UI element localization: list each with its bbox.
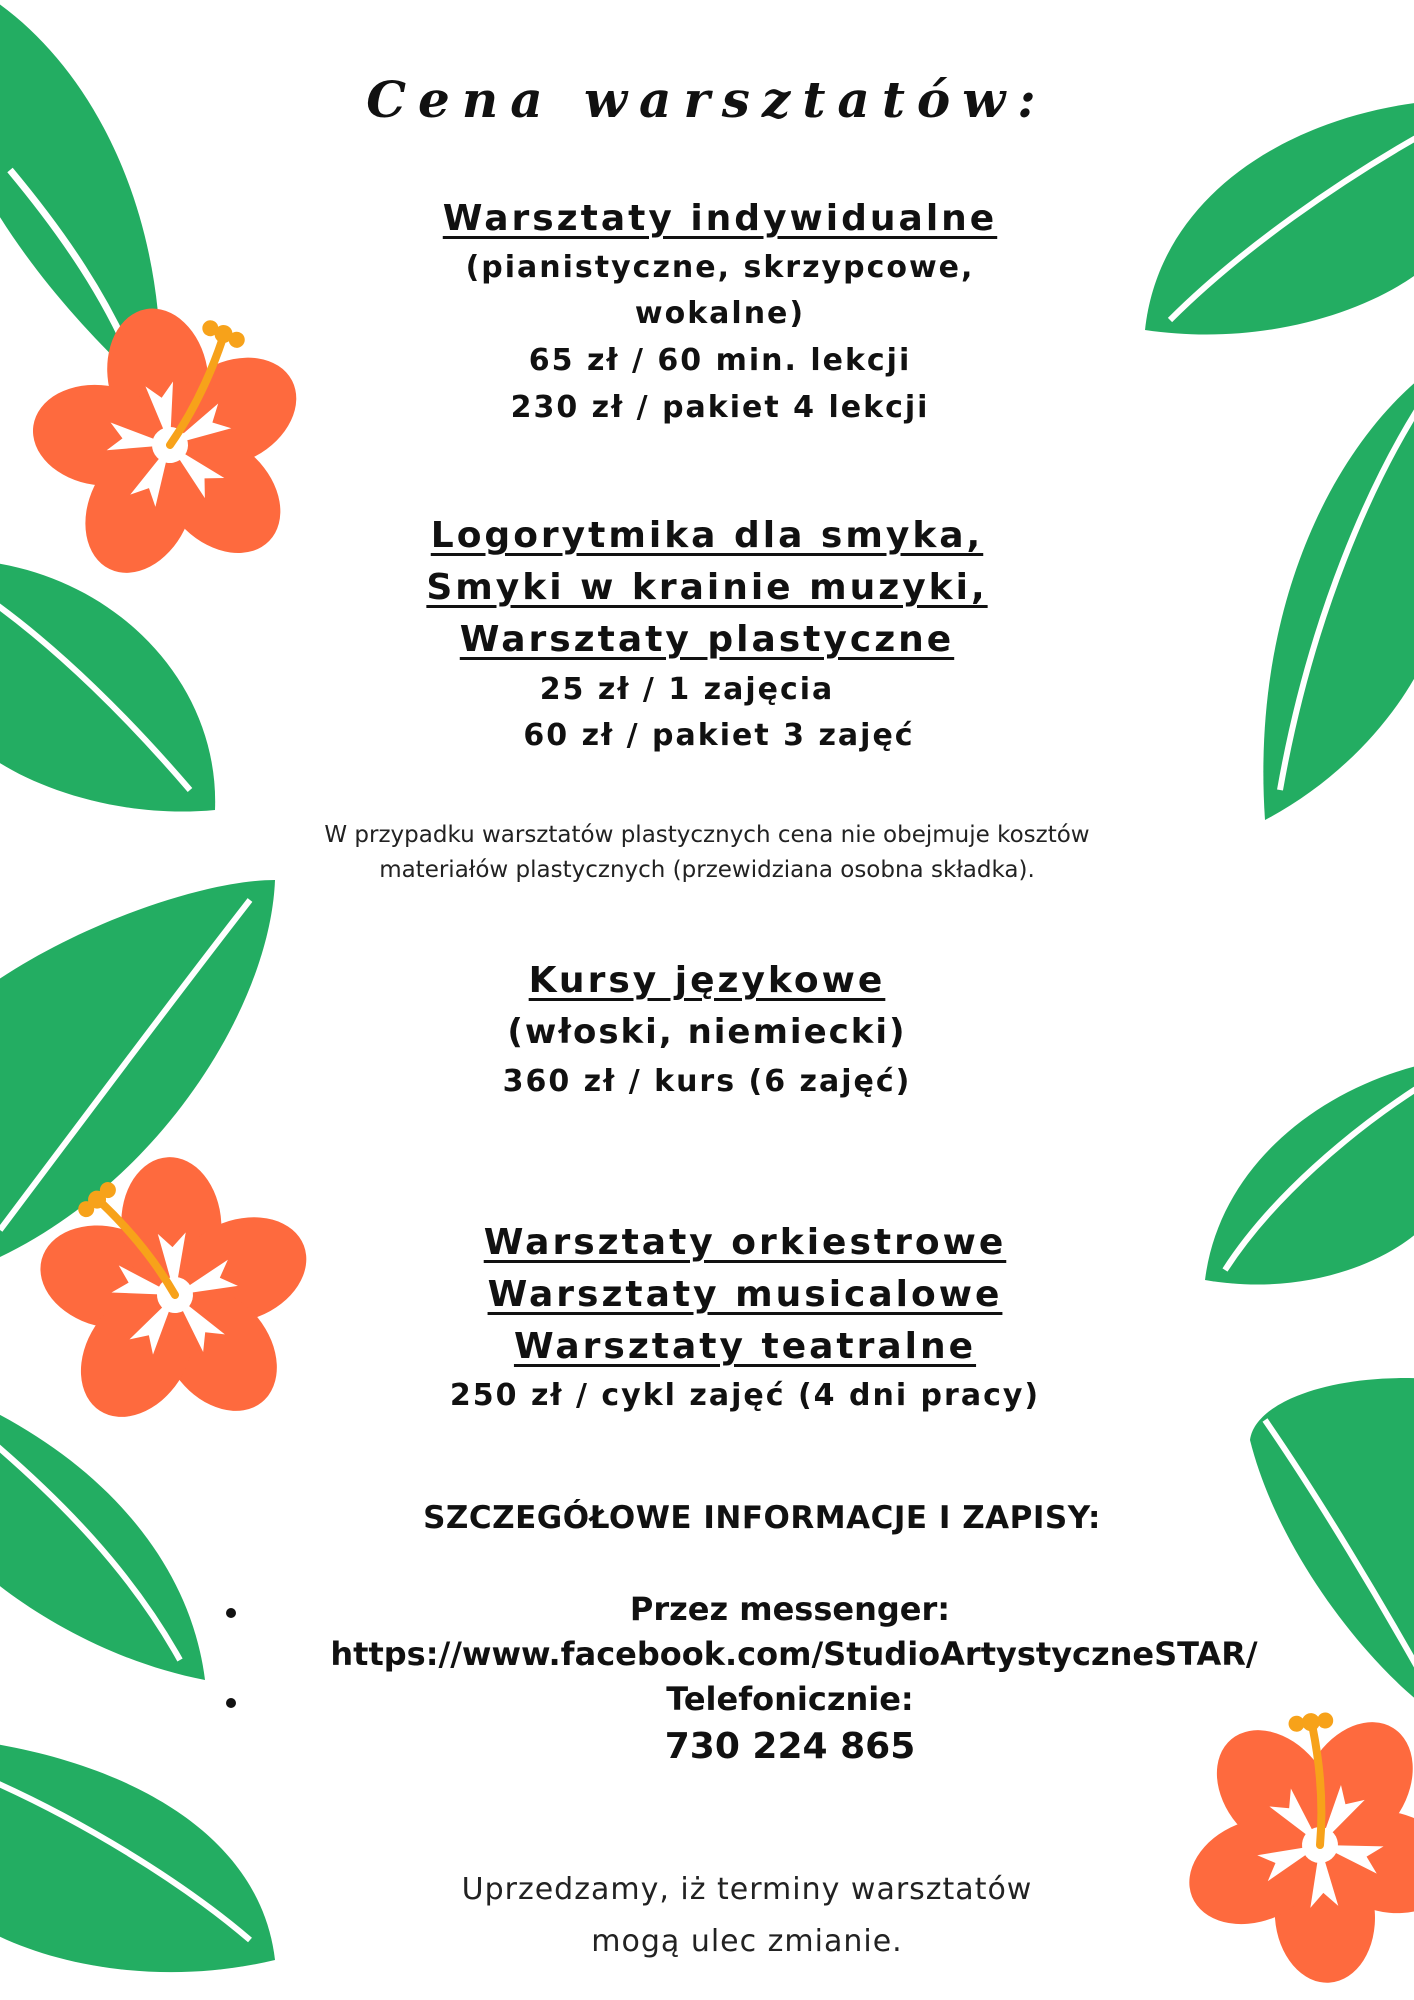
group-heading-smyki: Smyki w krainie muzyki, — [426, 567, 988, 608]
language-desc: (włoski, niemiecki) — [507, 1012, 907, 1052]
individual-desc-line1: (pianistyczne, skrzypcowe, — [465, 250, 975, 285]
footer-line1: Uprzedzamy, iż terminy warsztatów — [461, 1872, 1033, 1907]
individual-price-lesson: 65 zł / 60 min. lekcji — [528, 343, 912, 378]
cycle-heading-orkiestrowe: Warsztaty orkiestrowe — [483, 1222, 1007, 1263]
cycle-price: 250 zł / cykl zajęć (4 dni pracy) — [449, 1378, 1041, 1413]
language-price: 360 zł / kurs (6 zajęć) — [502, 1064, 912, 1099]
cycle-heading-musicalowe: Warsztaty musicalowe — [487, 1274, 1003, 1315]
individual-heading: Warsztaty indywidualne — [442, 198, 998, 239]
phone-number[interactable]: 730 224 865 — [664, 1726, 916, 1767]
note-line1: W przypadku warsztatów plastycznych cena nie obejmuje kosztów — [324, 822, 1090, 848]
group-heading-plastyczne: Warsztaty plastyczne — [459, 619, 955, 660]
note-line2: materiałów plastycznych (przewidziana osobna składka). — [379, 857, 1035, 883]
footer-line2: mogą ulec zmianie. — [591, 1924, 903, 1959]
individual-desc-line2: wokalne) — [634, 296, 806, 331]
individual-price-package: 230 zł / pakiet 4 lekcji — [510, 390, 930, 425]
contact-heading: SZCZEGÓŁOWE INFORMACJE I ZAPISY: — [423, 1500, 1101, 1536]
group-heading-logorytmika: Logorytmika dla smyka, — [430, 515, 984, 556]
language-heading: Kursy językowe — [528, 960, 886, 1001]
page-title: Cena warsztatów: — [366, 70, 1048, 129]
messenger-label: Przez messenger: — [629, 1590, 951, 1628]
group-price-package: 60 zł / pakiet 3 zajęć — [523, 718, 915, 753]
group-price-single: 25 zł / 1 zajęcia — [539, 672, 835, 707]
cycle-heading-teatralne: Warsztaty teatralne — [513, 1326, 977, 1367]
phone-label: Telefonicznie: — [666, 1680, 914, 1718]
messenger-link[interactable]: https://www.facebook.com/StudioArtystyczneSTAR/ — [330, 1635, 1258, 1673]
